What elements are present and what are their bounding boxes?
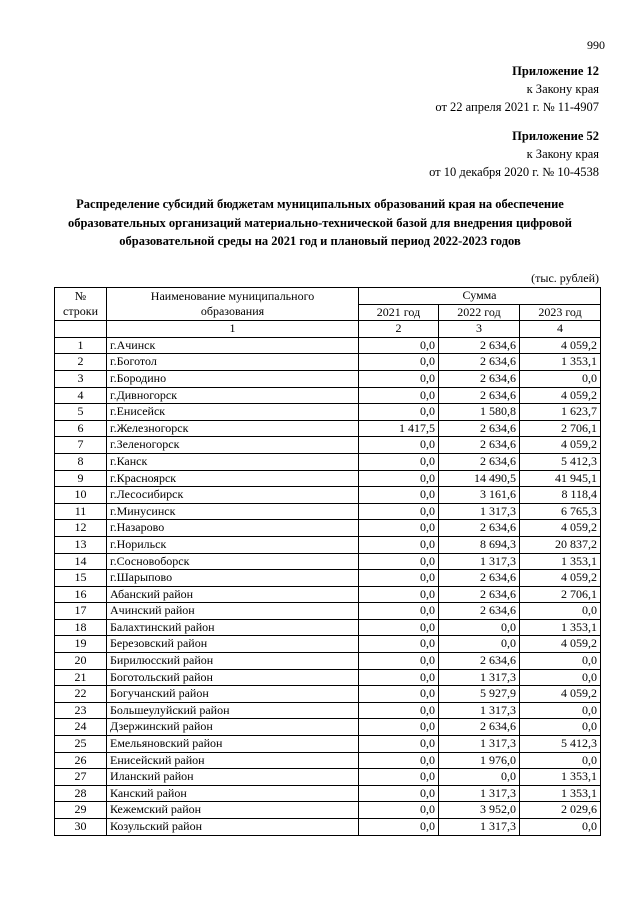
cell-v2022: 1 317,3: [439, 503, 520, 520]
cell-v2021: 0,0: [359, 503, 439, 520]
appendix-12-block: [435, 62, 599, 116]
cell-v2022: 1 317,3: [439, 819, 520, 836]
header-row-number: [55, 288, 107, 321]
cell-no: 20: [55, 653, 107, 670]
cell-name: г.Железногорск: [107, 420, 359, 437]
table-row: [55, 387, 601, 404]
table-row: [55, 702, 601, 719]
cell-v2023: 8 118,4: [520, 487, 601, 504]
appendix-52-line2: от 10 декабря 2020 г. № 10-4538: [429, 165, 599, 179]
cell-v2022: 2 634,6: [439, 520, 520, 537]
table-row: [55, 437, 601, 454]
cell-name: Богучанский район: [107, 686, 359, 703]
header-row: [55, 288, 601, 305]
table-row: [55, 752, 601, 769]
cell-v2022: 2 634,6: [439, 437, 520, 454]
table-row: [55, 769, 601, 786]
cell-v2021: 0,0: [359, 769, 439, 786]
cell-name: г.Боготол: [107, 354, 359, 371]
appendix-12-title: Приложение 12: [512, 64, 599, 78]
cell-no: 28: [55, 785, 107, 802]
cell-v2023: 41 945,1: [520, 470, 601, 487]
cell-v2021: 0,0: [359, 437, 439, 454]
cell-v2023: 0,0: [520, 370, 601, 387]
cell-v2023: 1 623,7: [520, 404, 601, 421]
cell-v2021: 0,0: [359, 470, 439, 487]
cell-v2023: 5 412,3: [520, 453, 601, 470]
cell-v2023: 0,0: [520, 752, 601, 769]
cell-v2021: 0,0: [359, 520, 439, 537]
cell-name: г.Зеленогорск: [107, 437, 359, 454]
cell-name: г.Назарово: [107, 520, 359, 537]
table-row: [55, 470, 601, 487]
cell-no: 8: [55, 453, 107, 470]
title-line: Распределение субсидий бюджетам муниципальных образований края на обеспечение: [76, 197, 564, 211]
cell-v2023: 0,0: [520, 819, 601, 836]
cell-v2022: 2 634,6: [439, 370, 520, 387]
cell-v2023: 0,0: [520, 719, 601, 736]
cell-v2022: 2 634,6: [439, 653, 520, 670]
document-title: [40, 195, 600, 251]
cell-no: 3: [55, 370, 107, 387]
cell-no: 10: [55, 487, 107, 504]
cell-name: г.Ачинск: [107, 337, 359, 354]
cell-v2021: 0,0: [359, 586, 439, 603]
appendix-12-line2: от 22 апреля 2021 г. № 11-4907: [435, 100, 599, 114]
cell-no: 17: [55, 603, 107, 620]
cell-v2023: 2 706,1: [520, 586, 601, 603]
cell-v2021: 0,0: [359, 752, 439, 769]
cell-name: Кежемский район: [107, 802, 359, 819]
table-row: [55, 719, 601, 736]
cell-v2023: 0,0: [520, 669, 601, 686]
table-row: [55, 802, 601, 819]
table-row: [55, 686, 601, 703]
cell-v2021: 0,0: [359, 785, 439, 802]
cell-v2023: 1 353,1: [520, 785, 601, 802]
page-number: 990: [587, 38, 605, 52]
cell-v2021: 0,0: [359, 619, 439, 636]
cell-no: 13: [55, 536, 107, 553]
column-number-empty: [55, 321, 107, 338]
cell-v2023: 20 837,2: [520, 536, 601, 553]
cell-v2023: 4 059,2: [520, 570, 601, 587]
cell-v2022: 5 927,9: [439, 686, 520, 703]
column-numbers-row: [55, 321, 601, 338]
header-2021: 2021 год: [359, 304, 439, 321]
cell-no: 7: [55, 437, 107, 454]
table-row: [55, 487, 601, 504]
cell-no: 15: [55, 570, 107, 587]
table-row: [55, 586, 601, 603]
table-row: [55, 553, 601, 570]
table-row: [55, 536, 601, 553]
cell-name: Абанский район: [107, 586, 359, 603]
cell-v2022: 1 580,8: [439, 404, 520, 421]
cell-no: 16: [55, 586, 107, 603]
cell-v2022: 8 694,3: [439, 536, 520, 553]
cell-v2022: 1 317,3: [439, 669, 520, 686]
cell-v2023: 1 353,1: [520, 769, 601, 786]
cell-v2023: 4 059,2: [520, 337, 601, 354]
cell-v2021: 0,0: [359, 487, 439, 504]
cell-name: Ачинский район: [107, 603, 359, 620]
header-sum: Сумма: [359, 288, 601, 305]
cell-v2023: 4 059,2: [520, 636, 601, 653]
cell-v2022: 0,0: [439, 636, 520, 653]
cell-name: г.Канск: [107, 453, 359, 470]
header-name: [107, 288, 359, 321]
cell-name: г.Шарыпово: [107, 570, 359, 587]
cell-no: 30: [55, 819, 107, 836]
cell-v2022: 1 317,3: [439, 553, 520, 570]
appendix-52-title: Приложение 52: [512, 129, 599, 143]
cell-v2023: 4 059,2: [520, 520, 601, 537]
cell-name: г.Бородино: [107, 370, 359, 387]
cell-no: 5: [55, 404, 107, 421]
cell-name: г.Норильск: [107, 536, 359, 553]
cell-v2021: 0,0: [359, 370, 439, 387]
cell-v2022: 1 317,3: [439, 785, 520, 802]
table-row: [55, 520, 601, 537]
cell-no: 4: [55, 387, 107, 404]
table-row: [55, 570, 601, 587]
cell-name: Иланский район: [107, 769, 359, 786]
cell-v2022: 1 317,3: [439, 736, 520, 753]
cell-v2022: 3 952,0: [439, 802, 520, 819]
cell-v2021: 0,0: [359, 653, 439, 670]
column-number: 4: [520, 321, 601, 338]
cell-v2023: 0,0: [520, 702, 601, 719]
cell-name: Емельяновский район: [107, 736, 359, 753]
cell-v2022: 1 317,3: [439, 702, 520, 719]
header-2022: 2022 год: [439, 304, 520, 321]
cell-no: 1: [55, 337, 107, 354]
cell-name: Боготольский район: [107, 669, 359, 686]
cell-name: Большеулуйский район: [107, 702, 359, 719]
cell-v2021: 0,0: [359, 354, 439, 371]
table-row: [55, 354, 601, 371]
cell-name: г.Красноярск: [107, 470, 359, 487]
header-no-line2: строки: [63, 304, 98, 319]
cell-no: 24: [55, 719, 107, 736]
cell-v2021: 0,0: [359, 553, 439, 570]
cell-v2023: 1 353,1: [520, 619, 601, 636]
cell-v2021: 0,0: [359, 636, 439, 653]
cell-v2022: 0,0: [439, 619, 520, 636]
cell-name: Бирилюсский район: [107, 653, 359, 670]
cell-v2021: 0,0: [359, 802, 439, 819]
table-row: [55, 404, 601, 421]
cell-name: Канский район: [107, 785, 359, 802]
table-row: [55, 619, 601, 636]
table-row: [55, 503, 601, 520]
cell-v2023: 2 706,1: [520, 420, 601, 437]
cell-v2021: 0,0: [359, 337, 439, 354]
cell-v2022: 2 634,6: [439, 586, 520, 603]
table-row: [55, 420, 601, 437]
appendix-52-line1: к Закону края: [526, 147, 599, 161]
title-line: образовательных организаций материально-технической базой для внедрения цифровой: [67, 215, 573, 230]
cell-v2021: 1 417,5: [359, 420, 439, 437]
cell-v2022: 0,0: [439, 769, 520, 786]
cell-v2022: 2 634,6: [439, 453, 520, 470]
cell-v2023: 5 412,3: [520, 736, 601, 753]
table-body: [55, 337, 601, 835]
table-row: [55, 603, 601, 620]
cell-v2022: 2 634,6: [439, 570, 520, 587]
column-number: 2: [359, 321, 439, 338]
cell-name: Козульский район: [107, 819, 359, 836]
appendix-52-block: [429, 127, 599, 181]
header-no-line1: №: [74, 289, 87, 304]
table-row: [55, 653, 601, 670]
cell-v2023: 2 029,6: [520, 802, 601, 819]
header-name-line2: образования: [200, 304, 265, 319]
cell-no: 12: [55, 520, 107, 537]
table-row: [55, 337, 601, 354]
cell-v2021: 0,0: [359, 404, 439, 421]
cell-v2021: 0,0: [359, 570, 439, 587]
cell-v2022: 2 634,6: [439, 387, 520, 404]
header-name-line1: Наименование муниципального: [150, 289, 315, 304]
column-number: 3: [439, 321, 520, 338]
cell-name: г.Дивногорск: [107, 387, 359, 404]
table-row: [55, 453, 601, 470]
cell-v2023: 4 059,2: [520, 686, 601, 703]
cell-no: 23: [55, 702, 107, 719]
title-line: образовательной среды на 2021 год и плановый период 2022-2023 годов: [119, 234, 521, 248]
cell-no: 6: [55, 420, 107, 437]
cell-v2021: 0,0: [359, 387, 439, 404]
cell-no: 21: [55, 669, 107, 686]
cell-v2021: 0,0: [359, 453, 439, 470]
cell-no: 29: [55, 802, 107, 819]
cell-no: 26: [55, 752, 107, 769]
cell-name: г.Лесосибирск: [107, 487, 359, 504]
table-row: [55, 636, 601, 653]
subsidy-table: [54, 287, 601, 836]
cell-no: 19: [55, 636, 107, 653]
table-row: [55, 819, 601, 836]
cell-no: 14: [55, 553, 107, 570]
cell-v2022: 2 634,6: [439, 337, 520, 354]
cell-name: г.Минусинск: [107, 503, 359, 520]
cell-name: Березовский район: [107, 636, 359, 653]
cell-name: г.Енисейск: [107, 404, 359, 421]
cell-v2023: 1 353,1: [520, 354, 601, 371]
units-label: (тыс. рублей): [531, 271, 599, 285]
cell-v2021: 0,0: [359, 536, 439, 553]
table-row: [55, 370, 601, 387]
cell-no: 18: [55, 619, 107, 636]
cell-no: 22: [55, 686, 107, 703]
cell-v2021: 0,0: [359, 819, 439, 836]
cell-no: 27: [55, 769, 107, 786]
cell-v2023: 6 765,3: [520, 503, 601, 520]
header-2023: 2023 год: [520, 304, 601, 321]
table-row: [55, 785, 601, 802]
cell-v2023: 4 059,2: [520, 437, 601, 454]
cell-v2022: 2 634,6: [439, 719, 520, 736]
cell-name: Балахтинский район: [107, 619, 359, 636]
cell-v2021: 0,0: [359, 686, 439, 703]
cell-v2023: 4 059,2: [520, 387, 601, 404]
cell-v2022: 2 634,6: [439, 420, 520, 437]
cell-v2021: 0,0: [359, 669, 439, 686]
cell-v2022: 2 634,6: [439, 603, 520, 620]
cell-no: 9: [55, 470, 107, 487]
cell-no: 2: [55, 354, 107, 371]
cell-v2021: 0,0: [359, 719, 439, 736]
cell-v2021: 0,0: [359, 603, 439, 620]
cell-v2023: 0,0: [520, 603, 601, 620]
cell-v2023: 0,0: [520, 653, 601, 670]
cell-name: Енисейский район: [107, 752, 359, 769]
cell-v2022: 3 161,6: [439, 487, 520, 504]
cell-v2022: 1 976,0: [439, 752, 520, 769]
cell-v2021: 0,0: [359, 702, 439, 719]
cell-name: г.Сосновоборск: [107, 553, 359, 570]
cell-v2022: 2 634,6: [439, 354, 520, 371]
cell-v2022: 14 490,5: [439, 470, 520, 487]
cell-no: 25: [55, 736, 107, 753]
column-number: 1: [107, 321, 359, 338]
appendix-12-line1: к Закону края: [526, 82, 599, 96]
cell-v2021: 0,0: [359, 736, 439, 753]
cell-name: Дзержинский район: [107, 719, 359, 736]
table-row: [55, 669, 601, 686]
cell-v2023: 1 353,1: [520, 553, 601, 570]
cell-no: 11: [55, 503, 107, 520]
table-row: [55, 736, 601, 753]
